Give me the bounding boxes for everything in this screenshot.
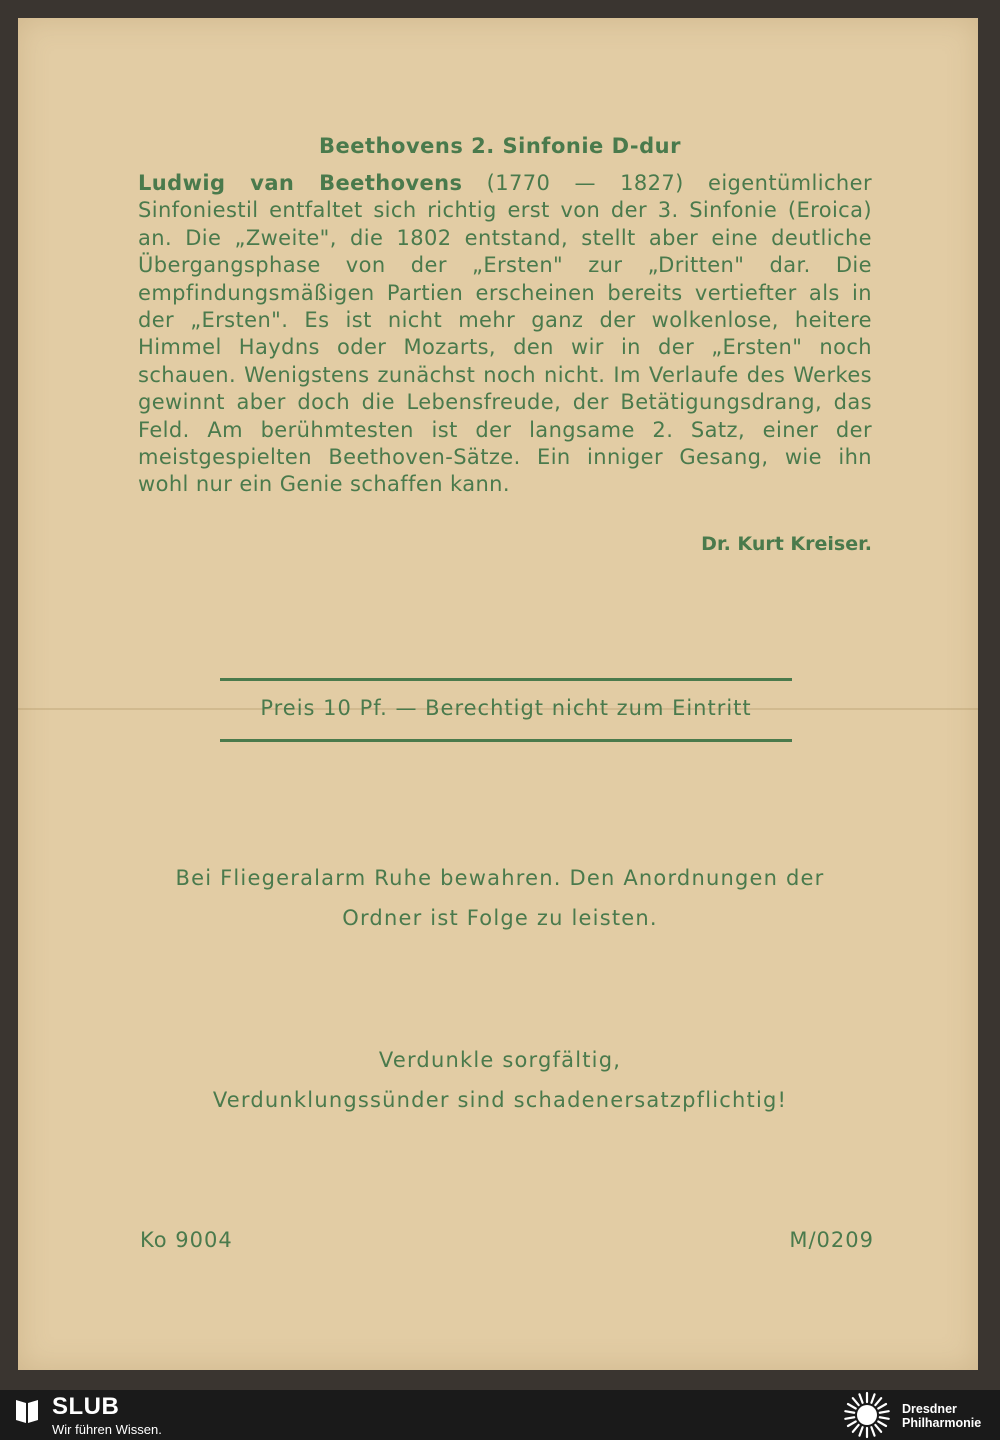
blackout-notice-line-1: Verdunkle sorgfältig, bbox=[378, 1048, 622, 1072]
author-signature: Dr. Kurt Kreiser. bbox=[701, 533, 872, 555]
blackout-notice-line-2: Verdunklungssünder sind schadenersatzpflichtig! bbox=[212, 1088, 788, 1112]
program-note-text: (1770 — 1827) eigentümlicher Sinfoniestil entfaltet sich richtig erst von der 3. Sinfonie (Eroica) an. Die „Zweite", die 1802 entstand, stellt aber eine deutliche Übergangsphase von der „Ersten" zur „Dritten" dar. Die empfindungsmäßigen Partien erscheinen bereits vertiefter als in der „Ersten". Es ist nicht mehr ganz der wolkenlose, heitere Himmel Haydns oder Mozarts, den wir in der „Ersten" noch schauen. Wenigstens zunächst noch nicht. Im Verlaufe des Werkes gewinnt aber doch die Lebensfreude, der Betätigungsdrang, das Feld. Am berühmtesten ist der langsame 2. Satz, einer der meistgespielten Beethoven-Sätze. Ein inniger Gesang, wie ihn wohl nur ein Genie schaffen kann. bbox=[138, 171, 872, 497]
program-note bbox=[138, 170, 872, 499]
page-title: Beethovens 2. Sinfonie D-dur bbox=[319, 134, 681, 158]
partner-name-line-2: Philharmonie bbox=[902, 1416, 982, 1430]
air-raid-notice-line-2: Ordner ist Folge zu leisten. bbox=[342, 906, 658, 930]
divider-top bbox=[220, 678, 792, 681]
slub-logo-icon bbox=[12, 1396, 42, 1426]
partner-name bbox=[902, 1402, 981, 1430]
print-code-right: M/0209 bbox=[789, 1228, 874, 1252]
footer-bar bbox=[0, 1390, 1000, 1440]
philharmonie-logo-icon bbox=[842, 1391, 892, 1439]
library-tagline: Wir führen Wissen. bbox=[52, 1422, 162, 1437]
divider-bottom bbox=[220, 739, 792, 742]
library-name: SLUB bbox=[52, 1393, 120, 1420]
air-raid-notice-line-1: Bei Fliegeralarm Ruhe bewahren. Den Anordnungen der bbox=[175, 866, 825, 890]
print-code-left: Ko 9004 bbox=[140, 1228, 233, 1252]
program-note-lead: Ludwig van Beethovens bbox=[138, 171, 463, 195]
partner-name-line-1: Dresdner bbox=[902, 1402, 957, 1416]
price-notice: Preis 10 Pf. — Berechtigt nicht zum Eintritt bbox=[260, 696, 752, 720]
